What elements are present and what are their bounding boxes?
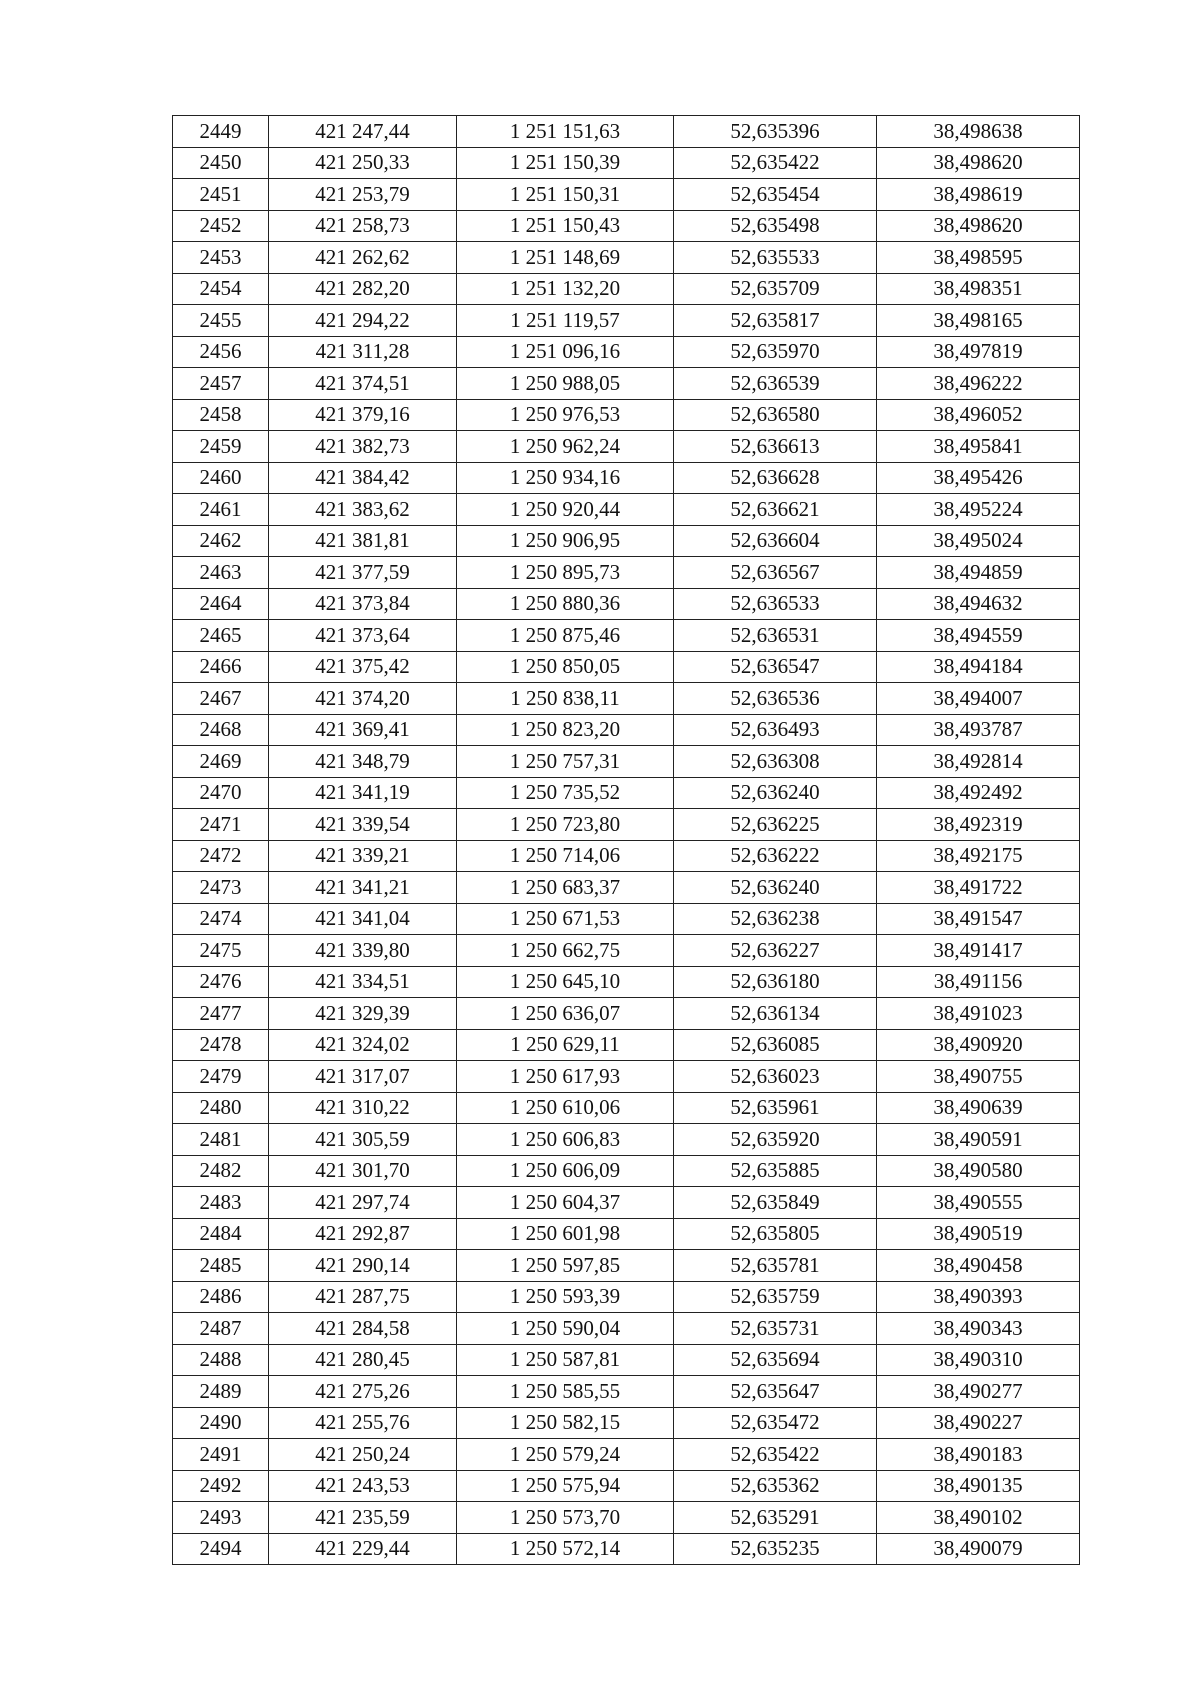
latitude-cell: 52,635805 — [674, 1218, 877, 1250]
x-coordinate-cell: 421 301,70 — [269, 1155, 457, 1187]
point-number-cell: 2483 — [173, 1187, 269, 1219]
latitude-cell: 52,635781 — [674, 1250, 877, 1282]
longitude-cell: 38,498620 — [877, 147, 1080, 179]
table-row — [173, 1344, 1080, 1376]
y-coordinate-cell: 1 250 823,20 — [457, 714, 674, 746]
y-coordinate-cell: 1 250 880,36 — [457, 588, 674, 620]
latitude-cell: 52,635731 — [674, 1313, 877, 1345]
x-coordinate-cell: 421 381,81 — [269, 525, 457, 557]
x-coordinate-cell: 421 339,80 — [269, 935, 457, 967]
latitude-cell: 52,635291 — [674, 1502, 877, 1534]
x-coordinate-cell: 421 275,26 — [269, 1376, 457, 1408]
longitude-cell: 38,490135 — [877, 1470, 1080, 1502]
table-row — [173, 935, 1080, 967]
table-row — [173, 1376, 1080, 1408]
longitude-cell: 38,490227 — [877, 1407, 1080, 1439]
longitude-cell: 38,491417 — [877, 935, 1080, 967]
y-coordinate-cell: 1 250 617,93 — [457, 1061, 674, 1093]
longitude-cell: 38,494632 — [877, 588, 1080, 620]
coordinates-table — [172, 115, 1080, 1565]
table-row — [173, 525, 1080, 557]
latitude-cell: 52,636225 — [674, 809, 877, 841]
table-row — [173, 840, 1080, 872]
point-number-cell: 2454 — [173, 273, 269, 305]
y-coordinate-cell: 1 251 150,43 — [457, 210, 674, 242]
latitude-cell: 52,636539 — [674, 368, 877, 400]
latitude-cell: 52,636621 — [674, 494, 877, 526]
table-row — [173, 147, 1080, 179]
y-coordinate-cell: 1 250 988,05 — [457, 368, 674, 400]
latitude-cell: 52,636628 — [674, 462, 877, 494]
longitude-cell: 38,490519 — [877, 1218, 1080, 1250]
y-coordinate-cell: 1 250 850,05 — [457, 651, 674, 683]
y-coordinate-cell: 1 250 838,11 — [457, 683, 674, 715]
longitude-cell: 38,495426 — [877, 462, 1080, 494]
longitude-cell: 38,490079 — [877, 1533, 1080, 1565]
x-coordinate-cell: 421 305,59 — [269, 1124, 457, 1156]
longitude-cell: 38,492319 — [877, 809, 1080, 841]
x-coordinate-cell: 421 284,58 — [269, 1313, 457, 1345]
point-number-cell: 2450 — [173, 147, 269, 179]
point-number-cell: 2477 — [173, 998, 269, 1030]
y-coordinate-cell: 1 250 671,53 — [457, 903, 674, 935]
coordinates-table-body — [173, 116, 1080, 1565]
latitude-cell: 52,636531 — [674, 620, 877, 652]
longitude-cell: 38,491023 — [877, 998, 1080, 1030]
latitude-cell: 52,636308 — [674, 746, 877, 778]
latitude-cell: 52,635920 — [674, 1124, 877, 1156]
x-coordinate-cell: 421 339,21 — [269, 840, 457, 872]
x-coordinate-cell: 421 341,04 — [269, 903, 457, 935]
latitude-cell: 52,635817 — [674, 305, 877, 337]
x-coordinate-cell: 421 369,41 — [269, 714, 457, 746]
x-coordinate-cell: 421 250,24 — [269, 1439, 457, 1471]
x-coordinate-cell: 421 383,62 — [269, 494, 457, 526]
x-coordinate-cell: 421 229,44 — [269, 1533, 457, 1565]
point-number-cell: 2468 — [173, 714, 269, 746]
latitude-cell: 52,636085 — [674, 1029, 877, 1061]
y-coordinate-cell: 1 250 934,16 — [457, 462, 674, 494]
point-number-cell: 2470 — [173, 777, 269, 809]
y-coordinate-cell: 1 250 714,06 — [457, 840, 674, 872]
point-number-cell: 2482 — [173, 1155, 269, 1187]
x-coordinate-cell: 421 379,16 — [269, 399, 457, 431]
longitude-cell: 38,498638 — [877, 116, 1080, 148]
longitude-cell: 38,490183 — [877, 1439, 1080, 1471]
point-number-cell: 2476 — [173, 966, 269, 998]
x-coordinate-cell: 421 253,79 — [269, 179, 457, 211]
x-coordinate-cell: 421 311,28 — [269, 336, 457, 368]
latitude-cell: 52,635472 — [674, 1407, 877, 1439]
point-number-cell: 2471 — [173, 809, 269, 841]
table-row — [173, 557, 1080, 589]
table-row — [173, 903, 1080, 935]
latitude-cell: 52,635422 — [674, 1439, 877, 1471]
latitude-cell: 52,635970 — [674, 336, 877, 368]
point-number-cell: 2457 — [173, 368, 269, 400]
table-row — [173, 777, 1080, 809]
longitude-cell: 38,493787 — [877, 714, 1080, 746]
table-row — [173, 305, 1080, 337]
x-coordinate-cell: 421 374,20 — [269, 683, 457, 715]
latitude-cell: 52,636613 — [674, 431, 877, 463]
x-coordinate-cell: 421 247,44 — [269, 116, 457, 148]
x-coordinate-cell: 421 280,45 — [269, 1344, 457, 1376]
point-number-cell: 2485 — [173, 1250, 269, 1282]
y-coordinate-cell: 1 250 723,80 — [457, 809, 674, 841]
x-coordinate-cell: 421 243,53 — [269, 1470, 457, 1502]
x-coordinate-cell: 421 294,22 — [269, 305, 457, 337]
longitude-cell: 38,496222 — [877, 368, 1080, 400]
table-row — [173, 399, 1080, 431]
longitude-cell: 38,494559 — [877, 620, 1080, 652]
longitude-cell: 38,490343 — [877, 1313, 1080, 1345]
table-row — [173, 1439, 1080, 1471]
x-coordinate-cell: 421 310,22 — [269, 1092, 457, 1124]
y-coordinate-cell: 1 251 151,63 — [457, 116, 674, 148]
latitude-cell: 52,636023 — [674, 1061, 877, 1093]
table-row — [173, 462, 1080, 494]
longitude-cell: 38,492814 — [877, 746, 1080, 778]
y-coordinate-cell: 1 250 962,24 — [457, 431, 674, 463]
longitude-cell: 38,495224 — [877, 494, 1080, 526]
x-coordinate-cell: 421 373,64 — [269, 620, 457, 652]
table-row — [173, 1281, 1080, 1313]
longitude-cell: 38,494184 — [877, 651, 1080, 683]
longitude-cell: 38,490580 — [877, 1155, 1080, 1187]
point-number-cell: 2459 — [173, 431, 269, 463]
y-coordinate-cell: 1 250 662,75 — [457, 935, 674, 967]
y-coordinate-cell: 1 251 119,57 — [457, 305, 674, 337]
table-row — [173, 242, 1080, 274]
point-number-cell: 2451 — [173, 179, 269, 211]
x-coordinate-cell: 421 235,59 — [269, 1502, 457, 1534]
y-coordinate-cell: 1 251 132,20 — [457, 273, 674, 305]
point-number-cell: 2449 — [173, 116, 269, 148]
latitude-cell: 52,635454 — [674, 179, 877, 211]
y-coordinate-cell: 1 250 920,44 — [457, 494, 674, 526]
x-coordinate-cell: 421 324,02 — [269, 1029, 457, 1061]
x-coordinate-cell: 421 255,76 — [269, 1407, 457, 1439]
table-row — [173, 1313, 1080, 1345]
point-number-cell: 2480 — [173, 1092, 269, 1124]
point-number-cell: 2494 — [173, 1533, 269, 1565]
y-coordinate-cell: 1 250 895,73 — [457, 557, 674, 589]
y-coordinate-cell: 1 250 585,55 — [457, 1376, 674, 1408]
y-coordinate-cell: 1 250 604,37 — [457, 1187, 674, 1219]
longitude-cell: 38,498351 — [877, 273, 1080, 305]
table-row — [173, 494, 1080, 526]
point-number-cell: 2464 — [173, 588, 269, 620]
table-row — [173, 651, 1080, 683]
table-row — [173, 809, 1080, 841]
x-coordinate-cell: 421 348,79 — [269, 746, 457, 778]
longitude-cell: 38,490277 — [877, 1376, 1080, 1408]
x-coordinate-cell: 421 373,84 — [269, 588, 457, 620]
table-row — [173, 1061, 1080, 1093]
table-row — [173, 1155, 1080, 1187]
latitude-cell: 52,636604 — [674, 525, 877, 557]
x-coordinate-cell: 421 329,39 — [269, 998, 457, 1030]
table-row — [173, 1502, 1080, 1534]
y-coordinate-cell: 1 250 683,37 — [457, 872, 674, 904]
point-number-cell: 2493 — [173, 1502, 269, 1534]
latitude-cell: 52,635422 — [674, 147, 877, 179]
latitude-cell: 52,635709 — [674, 273, 877, 305]
y-coordinate-cell: 1 250 610,06 — [457, 1092, 674, 1124]
point-number-cell: 2474 — [173, 903, 269, 935]
point-number-cell: 2473 — [173, 872, 269, 904]
y-coordinate-cell: 1 250 629,11 — [457, 1029, 674, 1061]
latitude-cell: 52,636134 — [674, 998, 877, 1030]
table-row — [173, 1124, 1080, 1156]
longitude-cell: 38,494859 — [877, 557, 1080, 589]
latitude-cell: 52,636580 — [674, 399, 877, 431]
point-number-cell: 2467 — [173, 683, 269, 715]
point-number-cell: 2488 — [173, 1344, 269, 1376]
point-number-cell: 2463 — [173, 557, 269, 589]
y-coordinate-cell: 1 251 096,16 — [457, 336, 674, 368]
x-coordinate-cell: 421 375,42 — [269, 651, 457, 683]
latitude-cell: 52,636547 — [674, 651, 877, 683]
point-number-cell: 2466 — [173, 651, 269, 683]
x-coordinate-cell: 421 258,73 — [269, 210, 457, 242]
longitude-cell: 38,490920 — [877, 1029, 1080, 1061]
y-coordinate-cell: 1 250 606,09 — [457, 1155, 674, 1187]
latitude-cell: 52,636493 — [674, 714, 877, 746]
longitude-cell: 38,490458 — [877, 1250, 1080, 1282]
y-coordinate-cell: 1 250 582,15 — [457, 1407, 674, 1439]
x-coordinate-cell: 421 341,19 — [269, 777, 457, 809]
latitude-cell: 52,635961 — [674, 1092, 877, 1124]
point-number-cell: 2472 — [173, 840, 269, 872]
latitude-cell: 52,636567 — [674, 557, 877, 589]
point-number-cell: 2458 — [173, 399, 269, 431]
y-coordinate-cell: 1 250 601,98 — [457, 1218, 674, 1250]
longitude-cell: 38,490310 — [877, 1344, 1080, 1376]
y-coordinate-cell: 1 250 587,81 — [457, 1344, 674, 1376]
table-row — [173, 1218, 1080, 1250]
y-coordinate-cell: 1 250 606,83 — [457, 1124, 674, 1156]
point-number-cell: 2452 — [173, 210, 269, 242]
latitude-cell: 52,636240 — [674, 872, 877, 904]
x-coordinate-cell: 421 287,75 — [269, 1281, 457, 1313]
point-number-cell: 2460 — [173, 462, 269, 494]
table-row — [173, 431, 1080, 463]
point-number-cell: 2481 — [173, 1124, 269, 1156]
y-coordinate-cell: 1 250 573,70 — [457, 1502, 674, 1534]
longitude-cell: 38,497819 — [877, 336, 1080, 368]
y-coordinate-cell: 1 250 906,95 — [457, 525, 674, 557]
table-row — [173, 588, 1080, 620]
y-coordinate-cell: 1 250 875,46 — [457, 620, 674, 652]
y-coordinate-cell: 1 251 148,69 — [457, 242, 674, 274]
latitude-cell: 52,635759 — [674, 1281, 877, 1313]
point-number-cell: 2461 — [173, 494, 269, 526]
y-coordinate-cell: 1 250 579,24 — [457, 1439, 674, 1471]
latitude-cell: 52,636227 — [674, 935, 877, 967]
x-coordinate-cell: 421 334,51 — [269, 966, 457, 998]
x-coordinate-cell: 421 339,54 — [269, 809, 457, 841]
table-row — [173, 1029, 1080, 1061]
table-row — [173, 998, 1080, 1030]
x-coordinate-cell: 421 384,42 — [269, 462, 457, 494]
table-row — [173, 683, 1080, 715]
latitude-cell: 52,635235 — [674, 1533, 877, 1565]
x-coordinate-cell: 421 317,07 — [269, 1061, 457, 1093]
x-coordinate-cell: 421 290,14 — [269, 1250, 457, 1282]
latitude-cell: 52,635498 — [674, 210, 877, 242]
longitude-cell: 38,491722 — [877, 872, 1080, 904]
point-number-cell: 2490 — [173, 1407, 269, 1439]
x-coordinate-cell: 421 341,21 — [269, 872, 457, 904]
point-number-cell: 2478 — [173, 1029, 269, 1061]
latitude-cell: 52,636536 — [674, 683, 877, 715]
point-number-cell: 2484 — [173, 1218, 269, 1250]
longitude-cell: 38,495841 — [877, 431, 1080, 463]
x-coordinate-cell: 421 382,73 — [269, 431, 457, 463]
point-number-cell: 2491 — [173, 1439, 269, 1471]
longitude-cell: 38,491156 — [877, 966, 1080, 998]
table-row — [173, 746, 1080, 778]
latitude-cell: 52,635396 — [674, 116, 877, 148]
table-row — [173, 1187, 1080, 1219]
point-number-cell: 2469 — [173, 746, 269, 778]
y-coordinate-cell: 1 251 150,39 — [457, 147, 674, 179]
table-row — [173, 368, 1080, 400]
latitude-cell: 52,635694 — [674, 1344, 877, 1376]
longitude-cell: 38,490102 — [877, 1502, 1080, 1534]
longitude-cell: 38,492175 — [877, 840, 1080, 872]
point-number-cell: 2489 — [173, 1376, 269, 1408]
x-coordinate-cell: 421 292,87 — [269, 1218, 457, 1250]
longitude-cell: 38,490393 — [877, 1281, 1080, 1313]
point-number-cell: 2492 — [173, 1470, 269, 1502]
latitude-cell: 52,635885 — [674, 1155, 877, 1187]
point-number-cell: 2456 — [173, 336, 269, 368]
point-number-cell: 2475 — [173, 935, 269, 967]
longitude-cell: 38,492492 — [877, 777, 1080, 809]
longitude-cell: 38,496052 — [877, 399, 1080, 431]
y-coordinate-cell: 1 251 150,31 — [457, 179, 674, 211]
y-coordinate-cell: 1 250 757,31 — [457, 746, 674, 778]
y-coordinate-cell: 1 250 572,14 — [457, 1533, 674, 1565]
table-row — [173, 273, 1080, 305]
latitude-cell: 52,636180 — [674, 966, 877, 998]
table-row — [173, 336, 1080, 368]
y-coordinate-cell: 1 250 976,53 — [457, 399, 674, 431]
point-number-cell: 2479 — [173, 1061, 269, 1093]
latitude-cell: 52,635362 — [674, 1470, 877, 1502]
point-number-cell: 2453 — [173, 242, 269, 274]
latitude-cell: 52,635533 — [674, 242, 877, 274]
y-coordinate-cell: 1 250 597,85 — [457, 1250, 674, 1282]
table-row — [173, 116, 1080, 148]
latitude-cell: 52,635647 — [674, 1376, 877, 1408]
table-row — [173, 1250, 1080, 1282]
y-coordinate-cell: 1 250 636,07 — [457, 998, 674, 1030]
table-row — [173, 966, 1080, 998]
table-row — [173, 179, 1080, 211]
longitude-cell: 38,494007 — [877, 683, 1080, 715]
x-coordinate-cell: 421 262,62 — [269, 242, 457, 274]
latitude-cell: 52,635849 — [674, 1187, 877, 1219]
x-coordinate-cell: 421 374,51 — [269, 368, 457, 400]
latitude-cell: 52,636533 — [674, 588, 877, 620]
latitude-cell: 52,636238 — [674, 903, 877, 935]
table-row — [173, 714, 1080, 746]
y-coordinate-cell: 1 250 575,94 — [457, 1470, 674, 1502]
longitude-cell: 38,491547 — [877, 903, 1080, 935]
table-row — [173, 872, 1080, 904]
table-row — [173, 1533, 1080, 1565]
table-row — [173, 1470, 1080, 1502]
longitude-cell: 38,490755 — [877, 1061, 1080, 1093]
longitude-cell: 38,490555 — [877, 1187, 1080, 1219]
latitude-cell: 52,636222 — [674, 840, 877, 872]
longitude-cell: 38,495024 — [877, 525, 1080, 557]
longitude-cell: 38,498619 — [877, 179, 1080, 211]
x-coordinate-cell: 421 282,20 — [269, 273, 457, 305]
longitude-cell: 38,490639 — [877, 1092, 1080, 1124]
y-coordinate-cell: 1 250 645,10 — [457, 966, 674, 998]
latitude-cell: 52,636240 — [674, 777, 877, 809]
table-row — [173, 210, 1080, 242]
x-coordinate-cell: 421 377,59 — [269, 557, 457, 589]
table-row — [173, 620, 1080, 652]
x-coordinate-cell: 421 250,33 — [269, 147, 457, 179]
y-coordinate-cell: 1 250 735,52 — [457, 777, 674, 809]
point-number-cell: 2455 — [173, 305, 269, 337]
longitude-cell: 38,498620 — [877, 210, 1080, 242]
y-coordinate-cell: 1 250 590,04 — [457, 1313, 674, 1345]
table-row — [173, 1407, 1080, 1439]
longitude-cell: 38,498595 — [877, 242, 1080, 274]
longitude-cell: 38,490591 — [877, 1124, 1080, 1156]
point-number-cell: 2487 — [173, 1313, 269, 1345]
x-coordinate-cell: 421 297,74 — [269, 1187, 457, 1219]
point-number-cell: 2462 — [173, 525, 269, 557]
table-row — [173, 1092, 1080, 1124]
point-number-cell: 2486 — [173, 1281, 269, 1313]
y-coordinate-cell: 1 250 593,39 — [457, 1281, 674, 1313]
longitude-cell: 38,498165 — [877, 305, 1080, 337]
point-number-cell: 2465 — [173, 620, 269, 652]
